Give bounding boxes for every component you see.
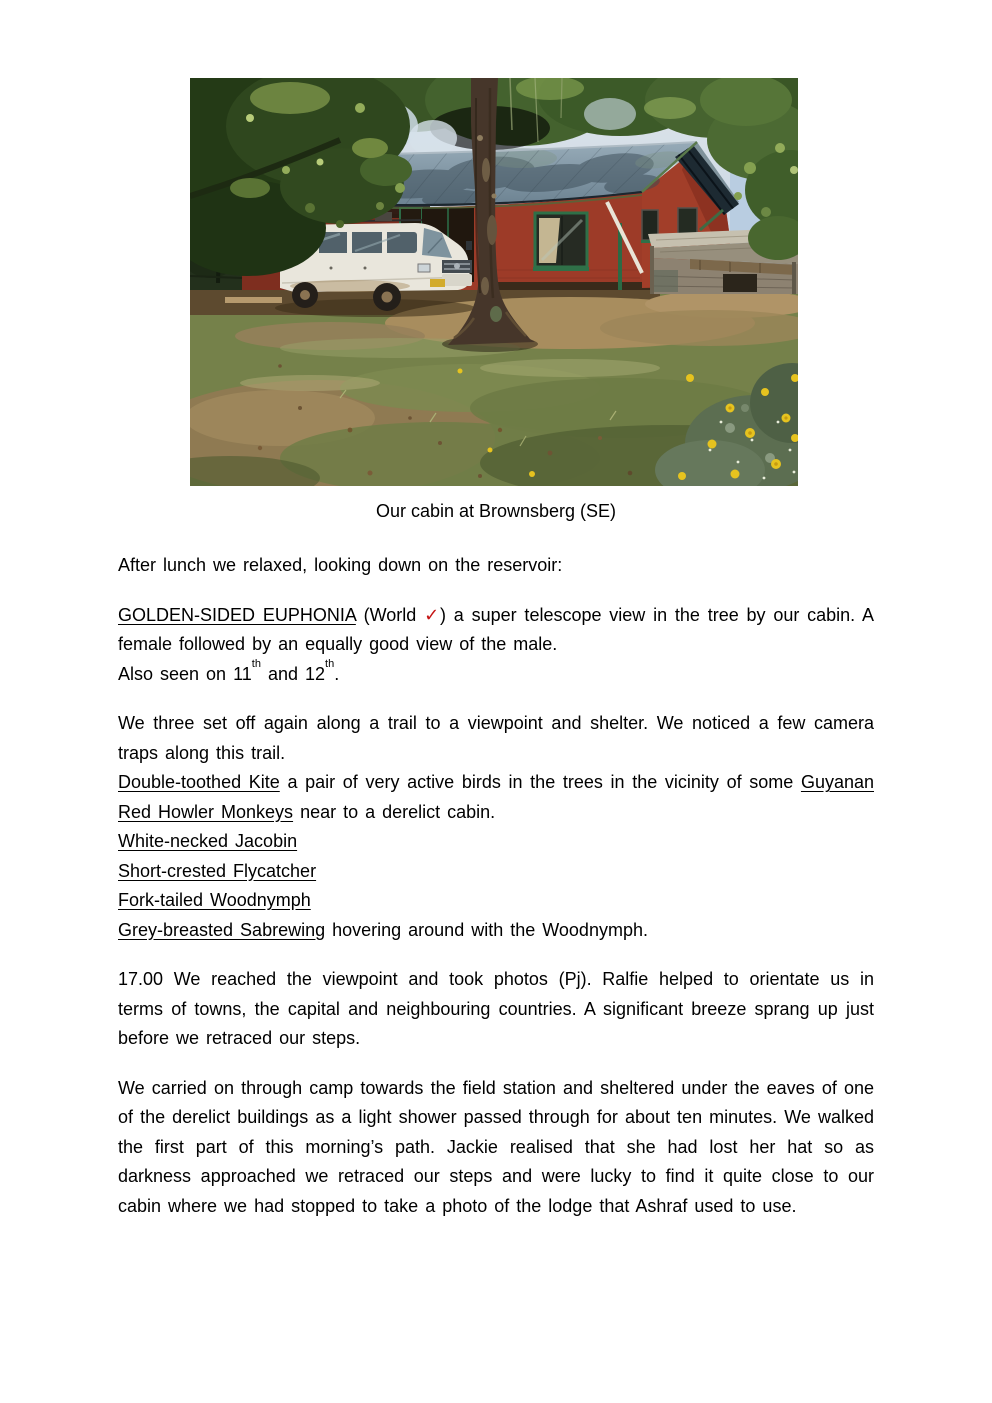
species-short-crested-flycatcher: Short-crested Flycatcher <box>118 860 317 881</box>
paragraph-bird-short-crested-flycatcher <box>118 857 874 887</box>
paragraph-bird-fork-tailed-woodnymph <box>118 886 874 916</box>
intro-text: After lunch we relaxed, looking down on the reservoir: <box>118 555 563 575</box>
paragraph-euphonia: GOLDEN-SIDED EUPHONIA (World ✓) a super telescope view in the tree by our cabin. A female followed by an equally good view of the male. <box>118 604 874 654</box>
gable-window-right <box>678 208 697 235</box>
trip-report-text <box>118 527 874 1221</box>
species-golden-sided-euphonia: GOLDEN-SIDED EUPHONIA <box>118 604 356 625</box>
paragraph-intro <box>118 551 874 581</box>
paragraph-closing: We carried on through camp towards the field station and sheltered under the eaves of one of the derelict buildings as a light shower passed through for about ten minutes. We walked the first part of this morning’s path. Jackie realised that she had lost her hat so as darkness approached we retraced our steps and were lucky to find it quite close to our cabin where we had stopped to take a photo of the lodge that Ashraf used to use. <box>118 1077 874 1216</box>
paragraph-viewpoint: 17.00 We reached the viewpoint and took photos (Pj). Ralfie helped to orientate us in terms of towns, the capital and neighbouring countries. A significant breeze sprang up just before we retraced our steps. <box>118 969 874 1048</box>
species-guyanan-red-howler-monkeys: Guyanan Red Howler Monkeys <box>118 772 874 822</box>
paragraph-sabrewing: Grey-breasted Sabrewing hovering around with the Woodnymph. <box>118 919 648 940</box>
species-fork-tailed-woodnymph: Fork-tailed Woodnymph <box>118 890 311 910</box>
checkmark-icon: ✓ <box>424 604 441 625</box>
paragraph-also-seen: Also seen on 11th and 12th. <box>118 657 340 684</box>
van-mirror <box>466 241 472 250</box>
cabin-front-window <box>533 213 589 271</box>
paragraph-trail: We three set off again along a trail to a viewpoint and shelter. We noticed a few camera traps along this trail. <box>118 713 874 763</box>
species-grey-breasted-sabrewing: Grey-breasted Sabrewing <box>118 919 326 940</box>
cabin-photo <box>190 78 798 486</box>
paragraph-bird-white-necked-jacobin <box>118 827 874 857</box>
cabin-photo-illustration <box>190 78 798 486</box>
species-white-necked-jacobin: White-necked Jacobin <box>118 831 298 851</box>
fallen-plank <box>225 297 282 303</box>
species-double-toothed-kite: Double-toothed Kite <box>118 772 280 792</box>
paragraph-kite: Double-toothed Kite a pair of very active birds in the trees in the vicinity of some Guyanan Red Howler Monkeys near to a derelict cabin. <box>118 772 874 822</box>
ordinal-superscript: th <box>325 657 335 670</box>
ordinal-superscript: th <box>251 657 261 670</box>
photo-caption: Our cabin at Brownsberg (SE) <box>375 501 617 521</box>
license-plate <box>430 279 445 287</box>
